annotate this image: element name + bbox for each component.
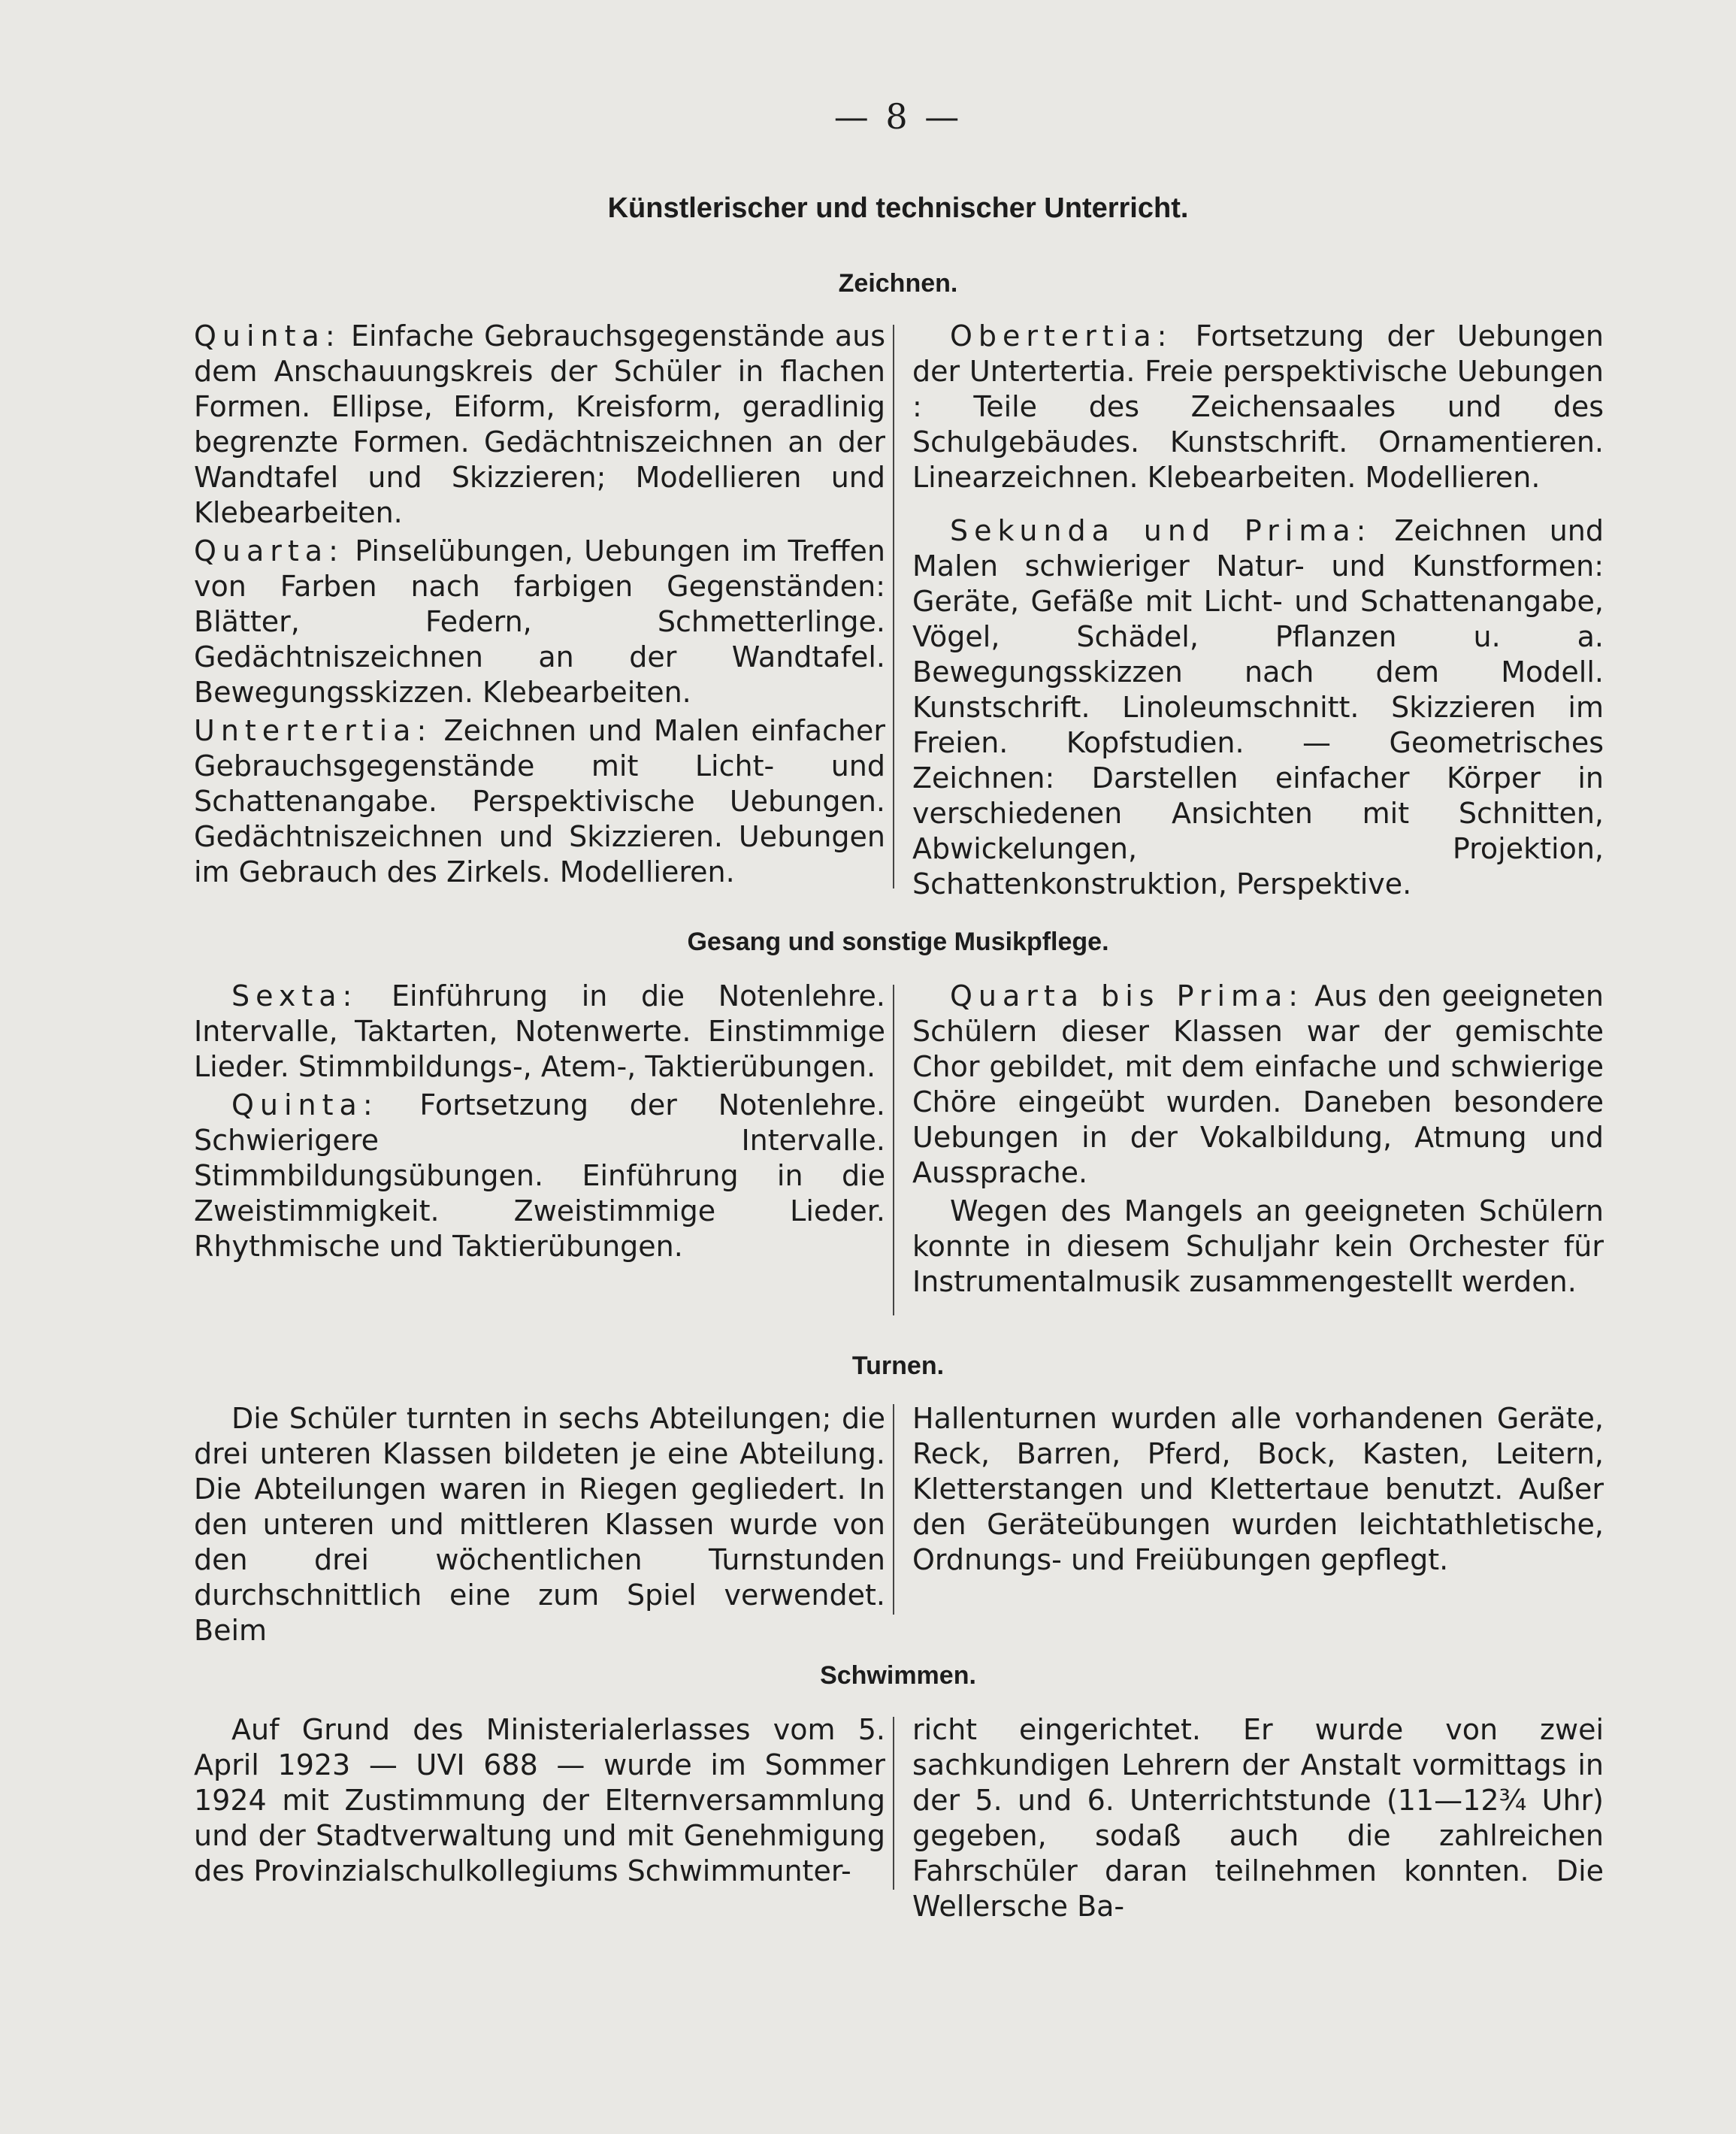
heading-gesang: Gesang und sonstige Musikpflege. [687,928,1109,956]
paragraph [194,713,885,890]
zeichnen-left-column [194,319,885,893]
turnen-right-column [912,1401,1604,1581]
paragraph-text: Fortsetzung der Uebungen der Untertertia. Freie perspektivische Uebungen : Teile des Zeichensaales und des Schulgebäudes. Kunstschrift. Ornamentieren. Linearzeichnen. Klebearbeiten. Modellieren. [912,319,1604,494]
class-label: Obertertia: [950,319,1173,353]
zeichnen-right-column [912,319,1604,905]
paragraph [194,319,885,531]
paragraph [912,513,1604,902]
class-label: Quinta: [231,1088,379,1121]
paragraph: richt eingerichtet. Er wurde von zwei sachkundigen Lehrern der Anstalt vormittags in der 5. und 6. Unterrichtstunde (11—12¾ Uhr) gegeben, sodaß auch die zahlreichen Fahrschüler daran teilnehmen konnten. Die Wellersche Ba- [912,1713,1604,1923]
class-label: Sexta: [231,979,358,1013]
paragraph-text: Einführung in die Notenlehre. Intervalle, Taktarten, Notenwerte. Einstimmige Lieder. Stimmbildungs-, Atem-, Taktierübungen. [194,979,885,1083]
gesang-left-column [194,979,885,1267]
paragraph [912,1194,1604,1300]
paragraph-text: Aus den geeigneten Schülern dieser Klassen war der gemischte Chor gebildet, mit dem einfache und schwierige Chöre eingeübt wurden. Daneben besondere Uebungen in der Vokalbildung, Atmung und Aussprache. [912,979,1604,1189]
class-label: Quarta bis Prima: [950,979,1305,1013]
class-label: Untertertia: [194,714,433,747]
column-divider [893,985,894,1315]
column-divider [893,1404,894,1615]
heading-zeichnen: Zeichnen. [838,269,958,298]
schwimmen-right-column [912,1712,1604,1927]
column-divider [893,1717,894,1890]
heading-schwimmen: Schwimmen. [820,1661,976,1690]
paragraph-text: Zeichnen und Malen schwieriger Natur- und Kunstformen: Geräte, Gefäße mit Licht- und Schattenangabe, Vögel, Schädel, Pflanzen u. a. Bewegungsskizzen nach dem Modell. Kunstschrift. Linoleumschnitt. Skizzieren im Freien. Kopfstudien. — Geometrisches Zeichnen: Darstellen einfacher Körper in verschiedenen Ansichten mit Schnitten, Abwickelungen, Projektion, Schattenkonstruktion, Perspektive. [912,514,1604,901]
paragraph: Auf Grund des Ministerialerlasses vom 5. April 1923 — UVI 688 — wurde im Sommer 1924 mit Zustimmung der Elternversammlung und der Stadtverwaltung und mit Genehmigung des Provinzialschulkollegiums Schwimmunter- [194,1713,885,1887]
schwimmen-left-column [194,1712,885,1892]
class-label: Quinta: [194,319,341,353]
paragraph: Hallenturnen wurden alle vorhandenen Geräte, Reck, Barren, Pferd, Bock, Kasten, Leitern, Kletterstangen und Klettertaue benutzt. Außer den Geräteübungen wurden leichtathletische, Ordnungs- und Freiübungen gepflegt. [912,1402,1604,1576]
column-divider [893,325,894,888]
paragraph: Die Schüler turnten in sechs Abteilungen; die drei unteren Klassen bildeten je eine Abteilung. Die Abteilungen waren in Riegen gegliedert. In den unteren und mittleren Klassen wurde von den drei wöchentlichen Turnstunden durchschnittlich eine zum Spiel verwendet. Beim [194,1402,885,1647]
paragraph-text: Zeichnen und Malen einfacher Gebrauchsgegenstände mit Licht- und Schattenangabe. Perspektivische Uebungen. Gedächtniszeichnen und Skizzieren. Uebungen im Gebrauch des Zirkels. Modellieren. [194,714,885,888]
paragraph-text: Fortsetzung der Notenlehre. Schwierigere Intervalle. Stimmbildungsübungen. Einführung in die Zweistimmigkeit. Zweistimmige Lieder. Rhythmische und Taktierübungen. [194,1088,885,1263]
turnen-left-column [194,1401,885,1651]
paragraph [194,534,885,710]
paragraph-text: Wegen des Mangels an geeigneten Schülern konnte in diesem Schuljahr kein Orchester für Instrumentalmusik zusammengestellt werden. [912,1194,1604,1298]
paragraph [194,979,885,1085]
paragraph [912,319,1604,495]
class-label: Sekunda und Prima: [950,514,1372,547]
gesang-right-column [912,979,1604,1303]
class-label: Quarta: [194,534,344,568]
paragraph [194,1088,885,1264]
paragraph-text: Pinselübungen, Uebungen im Treffen von Farben nach farbigen Gegenständen: Blätter, Federn, Schmetterlinge. Gedächtniszeichnen an der Wandtafel. Bewegungsskizzen. Klebearbeiten. [194,534,885,709]
paragraph [912,979,1604,1191]
main-heading: Künstlerischer und technischer Unterricht. [607,192,1189,224]
heading-turnen: Turnen. [851,1352,945,1380]
page-number: — 8 — [833,96,963,137]
paragraph-text: Einfache Gebrauchsgegenstände aus dem Anschauungskreis der Schüler in flachen Formen. Ellipse, Eiform, Kreisform, geradlinig begrenzte Formen. Gedächtniszeichnen an der Wandtafel und Skizzieren; Modellieren und Klebearbeiten. [194,319,885,529]
